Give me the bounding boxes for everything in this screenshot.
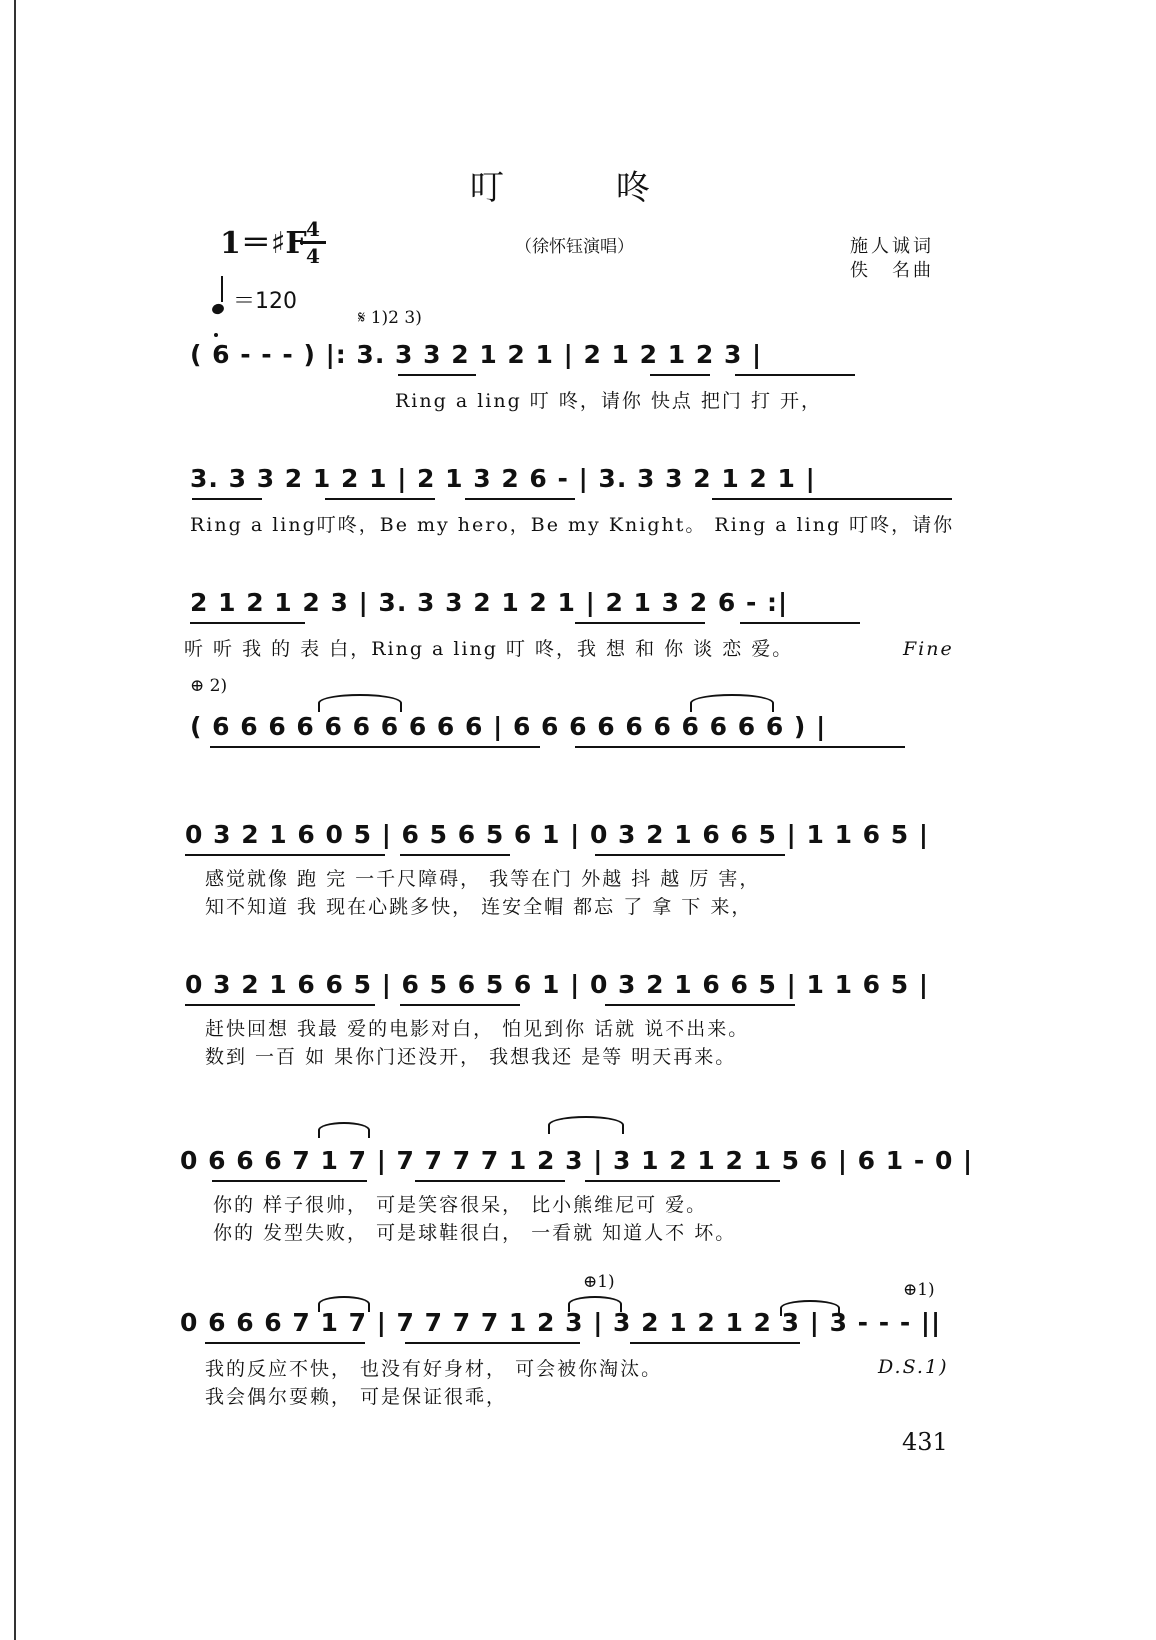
notation-line-8: 0 6 6 6 7 1 7 | 7 7 7 7 1 2 3 | 3 2 1 2 1 2 3 | 3 - - - || <box>180 1308 942 1337</box>
title-char-1: 叮 <box>470 168 506 208</box>
quarter-note-icon <box>211 302 226 316</box>
time-top: 4 <box>306 217 320 241</box>
tempo-mark <box>212 282 297 315</box>
page-number: 431 <box>902 1428 948 1456</box>
notation-line-6: 0 3 2 1 6 6 5 | 6 5 6 5 6 1 | 0 3 2 1 6 6 5 | 1 1 6 5 | <box>185 970 930 999</box>
lyric-line-2: Ring a ling叮咚，Be my hero，Be my Knight。 Ring a ling 叮咚，请你 <box>190 514 955 536</box>
notation-line-3: 2 1 2 1 2 3 | 3. 3 3 2 1 2 1 | 2 1 3 2 6 - :| <box>190 588 789 617</box>
notation-line-7: 0 6 6 6 7 1 7 | 7 7 7 7 1 2 3 | 3 1 2 1 2 1 5 6 | 6 1 - 0 | <box>180 1146 974 1175</box>
composer: 佚 名曲 <box>850 260 934 281</box>
lyric-line-6b: 数到 一百 如 果你门还没开， 我想我还 是等 明天再来。 <box>205 1046 737 1068</box>
notation-line-4: ( 6 6 6 6 6 6 6 6 6 6 | 6 6 6 6 6 6 6 6 6 6 ) | <box>190 712 827 741</box>
lyric-line-3: 听 听 我 的 表 白，Ring a ling 叮 咚，我 想 和 你 谈 恋 爱。 <box>184 638 794 660</box>
segno-mark: 𝄋 1)2 3) <box>358 308 422 328</box>
lyric-line-6a: 赶快回想 我最 爱的电影对白， 怕见到你 话就 说不出来。 <box>205 1018 750 1040</box>
lyric-line-1: Ring a ling 叮 咚，请你 快点 把门 打 开， <box>395 390 822 412</box>
margin-rule <box>14 0 16 1640</box>
notation-line-1: ( 6 - - - ) |: 3. 3 3 2 1 2 1 | 2 1 2 1 2 3 | <box>190 340 763 369</box>
performer: （徐怀钰演唱） <box>515 237 634 257</box>
title-char-2: 咚 <box>616 168 652 208</box>
tempo-value: ＝120 <box>233 289 297 314</box>
song-title <box>470 160 652 209</box>
lyric-line-5a: 感觉就像 跑 完 一千尺障碍， 我等在门 外越 抖 越 厉 害， <box>205 868 761 890</box>
coda-mark-1: ⊕1) <box>583 1272 615 1292</box>
time-bottom: 4 <box>306 244 320 268</box>
coda-mark-1-end: ⊕1) <box>903 1280 935 1300</box>
coda-mark-2: ⊕ 2) <box>190 676 228 696</box>
notation-line-2: 3. 3 3 2 1 2 1 | 2 1 3 2 6 - | 3. 3 3 2 1 2 1 | <box>190 464 816 493</box>
lyric-line-8b: 我会偶尔耍赖， 可是保证很乖， <box>205 1386 508 1408</box>
lyricist: 施人诚词 <box>850 236 934 257</box>
dal-segno-mark: D.S.1) <box>878 1356 949 1378</box>
lyric-line-5b: 知不知道 我 现在心跳多快， 连安全帽 都忘 了 拿 下 来， <box>205 896 753 918</box>
fine-mark: Fine <box>903 638 954 660</box>
lyric-line-8a: 我的反应不快， 也没有好身材， 可会被你淘汰。 <box>205 1358 663 1380</box>
time-signature <box>300 218 326 267</box>
notation-line-5: 0 3 2 1 6 0 5 | 6 5 6 5 6 1 | 0 3 2 1 6 6 5 | 1 1 6 5 | <box>185 820 930 849</box>
key-signature: 1＝♯F <box>220 226 307 261</box>
lyric-line-7a: 你的 样子很帅， 可是笑容很呆， 比小熊维尼可 爱。 <box>213 1194 708 1216</box>
lyric-line-7b: 你的 发型失败， 可是球鞋很白， 一看就 知道人不 坏。 <box>213 1222 737 1244</box>
